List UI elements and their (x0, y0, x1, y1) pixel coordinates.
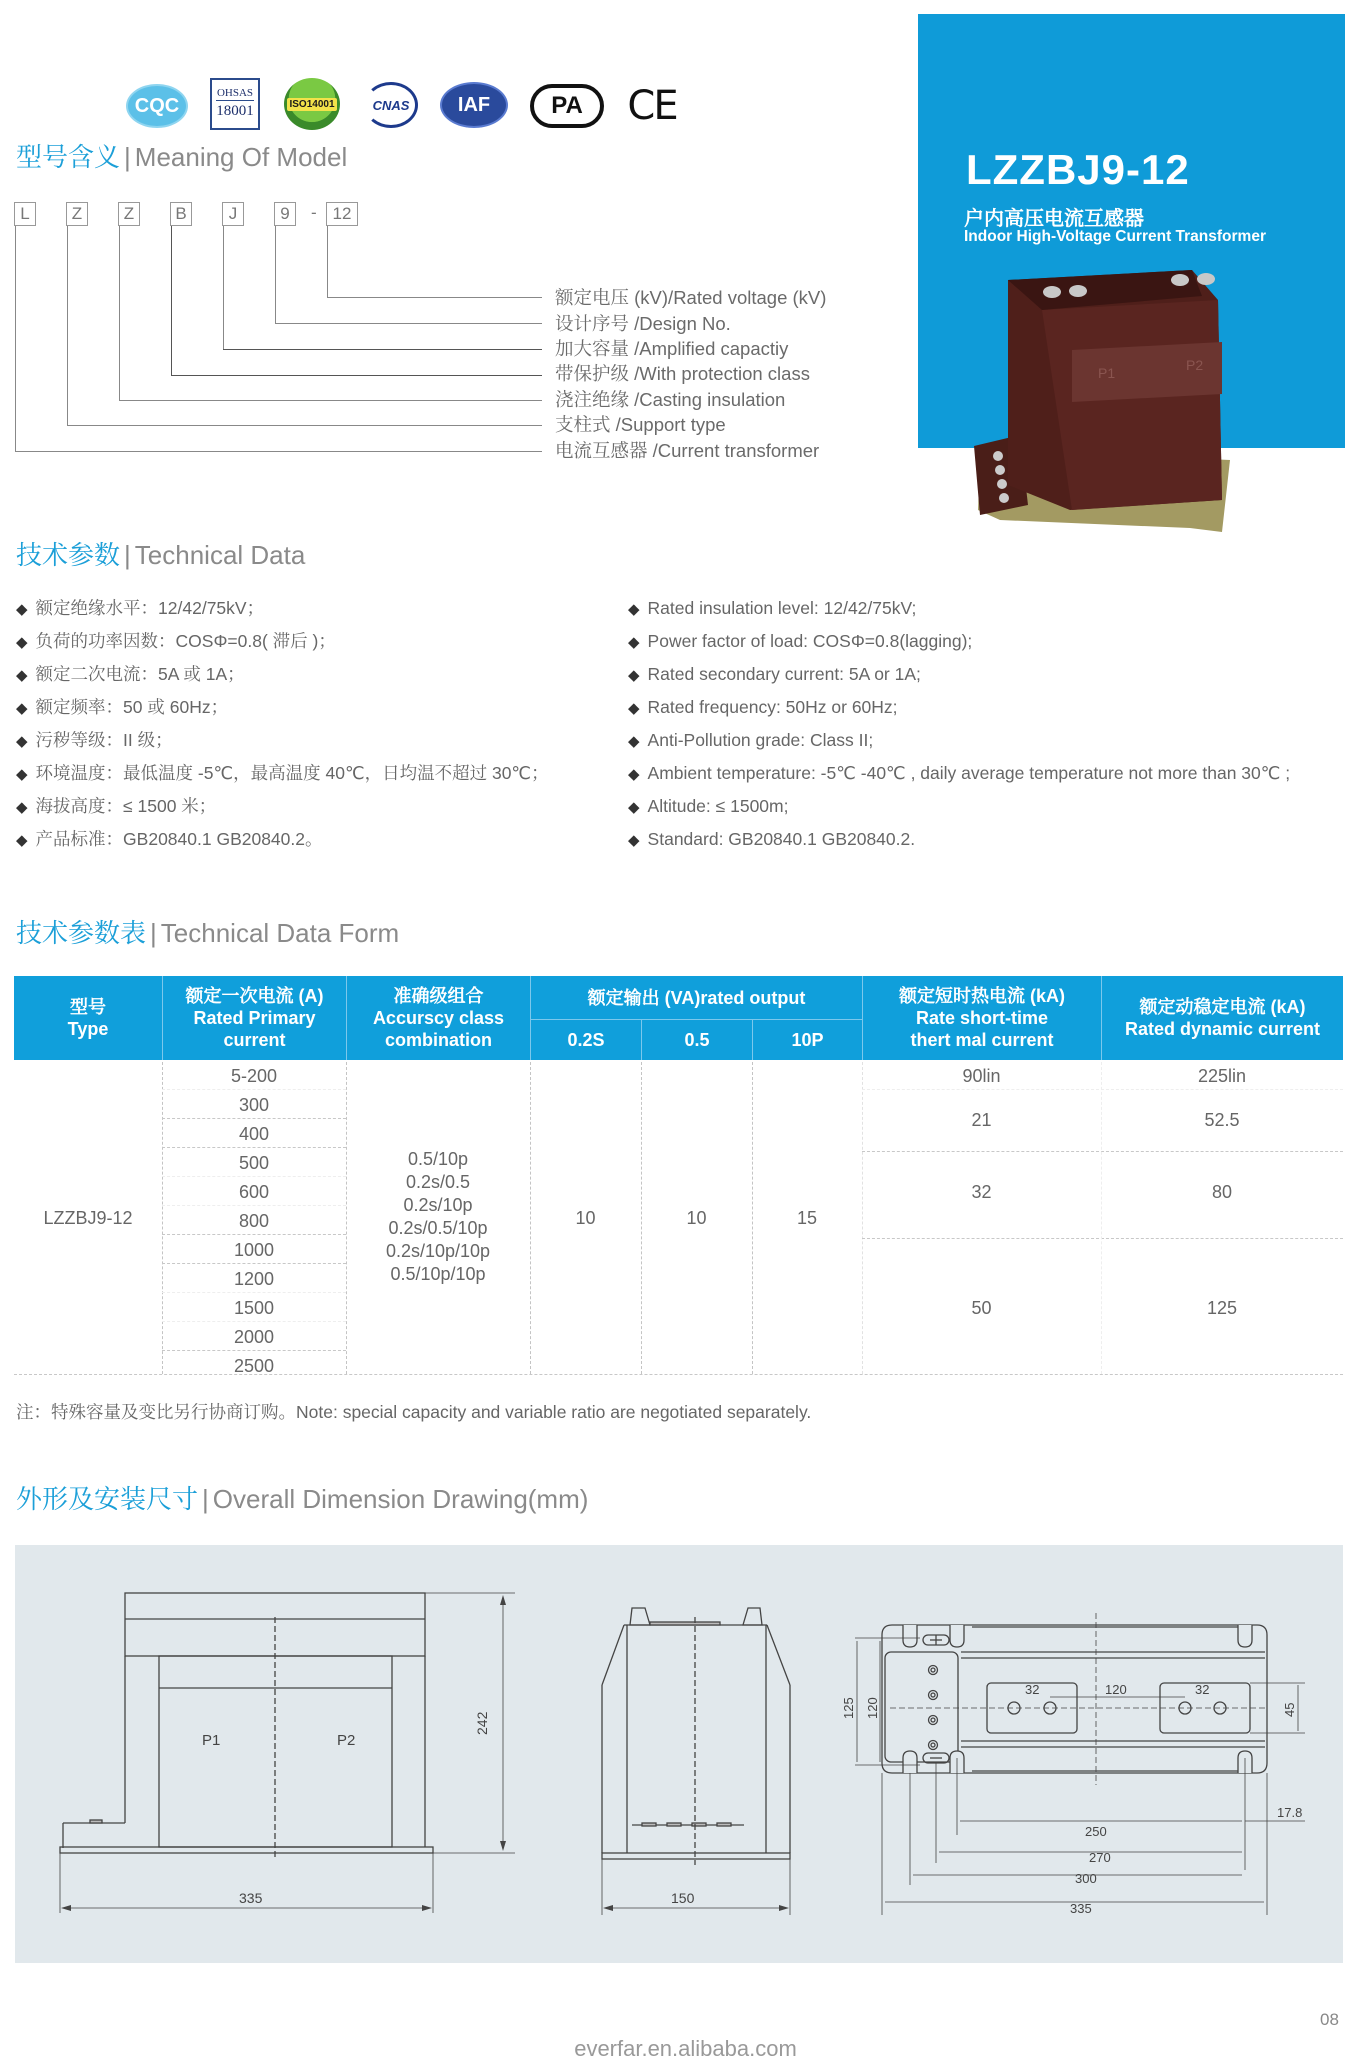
spec-text: Anti-Pollution grade: Class II; (647, 730, 874, 750)
iaf-label: IAF (457, 93, 491, 116)
data-form-heading-cn: 技术参数表 (16, 918, 147, 948)
meaning-amplified-capacity: 加大容量 /Amplified capactiy (555, 338, 789, 359)
header-text: combination (385, 1030, 492, 1050)
accuracy-value: 0.2s/10p (403, 1195, 473, 1215)
spec-item-en (628, 729, 873, 753)
spec-text: 额定绝缘水平：12/42/75kV； (35, 598, 265, 618)
spec-item-en (628, 828, 915, 852)
data-form-heading-en: Technical Data Form (160, 918, 400, 948)
header-text: Rated dynamic current (1124, 1019, 1321, 1039)
cnas-logo (364, 82, 418, 128)
diamond-bullet-icon: ◆ (16, 799, 28, 816)
grid-line (162, 1089, 346, 1090)
cell-output-02s: 10 (575, 1208, 596, 1228)
cell-primary-current: 400 (238, 1124, 270, 1144)
spec-item-en (628, 597, 916, 621)
spec-text: Altitude: ≤ 1500m; (647, 796, 789, 816)
cell-thermal: 32 (971, 1182, 992, 1202)
grid-line (162, 1176, 346, 1177)
heading-separator: | (150, 918, 157, 948)
diamond-bullet-icon: ◆ (16, 667, 28, 684)
footer-url[interactable]: everfar.en.alibaba.com (574, 2036, 797, 2061)
connector (119, 226, 120, 400)
side-width-dim: 150 (671, 1890, 695, 1906)
hole-spacing-right: 32 (1195, 1682, 1210, 1697)
cnas-label: CNAS (372, 97, 410, 113)
product-title-en: Indoor High-Voltage Current Transformer (964, 228, 1266, 245)
connector (171, 226, 172, 376)
cell-dynamic: 225lin (1197, 1066, 1247, 1086)
grid-line (162, 1350, 346, 1351)
header-text: current (223, 1030, 286, 1050)
meaning-design-no: 设计序号 /Design No. (555, 313, 731, 334)
heading-separator: | (202, 1484, 209, 1514)
table-note: 注：特殊容量及变比另行协商订购。Note: special capacity and variable ratio are negotiated separately. (16, 1402, 812, 1422)
front-p2-label: P2 (337, 1732, 356, 1749)
dimension-heading (16, 1484, 588, 1514)
diamond-bullet-icon: ◆ (628, 733, 640, 750)
connector (223, 349, 542, 350)
cell-primary-current: 300 (238, 1095, 270, 1115)
accuracy-value: 0.2s/0.5 (405, 1172, 471, 1192)
header-thermal-current (863, 976, 1101, 1060)
grid-line (162, 1147, 346, 1148)
diamond-bullet-icon: ◆ (16, 733, 28, 750)
header-text: 额定一次电流 (A) (185, 986, 324, 1006)
connector (223, 226, 224, 350)
hole-spacing-left: 32 (1025, 1682, 1040, 1697)
spec-text: Rated insulation level: 12/42/75kV; (647, 598, 917, 618)
meaning-heading-cn: 型号含义 (16, 142, 121, 172)
header-dynamic-current (1102, 976, 1343, 1060)
iso-label: ISO14001 (289, 98, 335, 110)
product-photo (960, 270, 1280, 540)
technical-data-heading-en: Technical Data (134, 540, 306, 570)
diamond-bullet-icon: ◆ (628, 766, 640, 783)
accuracy-value: 0.2s/10p/10p (385, 1241, 491, 1261)
model-title: LZZBJ9-12 (966, 146, 1190, 193)
header-output-02s: 0.2S (567, 1030, 605, 1050)
code-letter-b: B (170, 202, 192, 226)
spec-item-en (628, 663, 921, 687)
header-text: 额定输出 (VA)rated output (587, 987, 806, 1008)
page-number: 08 (1320, 2010, 1339, 2029)
diamond-bullet-icon: ◆ (628, 667, 640, 684)
header-text: Rated Primary (193, 1008, 316, 1028)
meaning-rated-voltage: 额定电压 (kV)/Rated voltage (kV) (555, 287, 827, 308)
spec-item-cn (16, 762, 549, 786)
width-270: 270 (1089, 1850, 1111, 1865)
product-title-cn: 户内高压电流互感器 (964, 208, 1144, 230)
header-text: thert mal current (910, 1030, 1054, 1050)
header-accuracy-class (347, 976, 530, 1060)
grid-line (162, 1118, 346, 1119)
ohsas-label: OHSAS (216, 87, 254, 100)
spec-text: Standard: GB20840.1 GB20840.2. (647, 829, 916, 849)
p2-mark: P2 (1186, 357, 1204, 373)
connector (15, 226, 16, 452)
cell-primary-current: 1200 (233, 1269, 275, 1289)
accuracy-value: 0.5/10p (407, 1149, 469, 1169)
spec-item-en (628, 630, 972, 654)
connector (119, 400, 542, 401)
header-text: Rate short-time (915, 1008, 1049, 1028)
front-width-dim: 335 (239, 1890, 263, 1906)
code-letter-z1: Z (66, 202, 88, 226)
connector (327, 226, 328, 298)
spec-item-cn (16, 696, 228, 720)
iso14001-logo (284, 78, 340, 130)
side-view-drawing (602, 1608, 790, 1915)
code-digit-9: 9 (274, 202, 296, 226)
width-250: 250 (1085, 1824, 1107, 1839)
cell-accuracy-combinations (346, 1148, 530, 1286)
spec-text: 额定二次电流：5A 或 1A； (35, 664, 245, 684)
hole-spacing-mid: 120 (1105, 1682, 1127, 1697)
meaning-current-transformer: 电流互感器 /Current transformer (555, 440, 820, 461)
offset-dim: 17.8 (1277, 1805, 1303, 1820)
code-voltage: 12 (326, 202, 358, 226)
ohsas-number: 18001 (216, 100, 254, 122)
spec-text: Rated frequency: 50Hz or 60Hz; (647, 697, 898, 717)
spec-text: 产品标准：GB20840.1 GB20840.2。 (35, 829, 323, 849)
header-text: 额定动稳定电流 (kA) (1139, 997, 1306, 1017)
cell-thermal: 50 (971, 1298, 992, 1318)
cell-primary-current: 1000 (233, 1240, 275, 1260)
grid-line (862, 1238, 1343, 1239)
code-letter-l: L (14, 202, 36, 226)
iaf-logo (440, 82, 508, 128)
diamond-bullet-icon: ◆ (628, 700, 640, 717)
header-primary-current (163, 976, 346, 1060)
dimension-heading-en: Overall Dimension Drawing(mm) (212, 1484, 589, 1514)
connector (327, 297, 542, 298)
code-letter-z2: Z (118, 202, 140, 226)
spec-item-en (628, 795, 788, 819)
cell-output-10p: 15 (796, 1208, 818, 1228)
cell-primary-current: 5-200 (230, 1066, 278, 1086)
width-335: 335 (1070, 1901, 1092, 1916)
cell-dynamic: 52.5 (1204, 1110, 1240, 1130)
meaning-protection-class: 带保护级 /With protection class (555, 363, 810, 384)
p1-mark: P1 (1098, 365, 1116, 381)
header-text: 额定短时热电流 (kA) (899, 986, 1065, 1006)
front-view-drawing (60, 1593, 515, 1913)
header-text: Accurscy class (372, 1008, 505, 1028)
top-view-drawing (855, 1613, 1305, 1915)
header-text: Type (67, 1019, 109, 1039)
diamond-bullet-icon: ◆ (628, 832, 640, 849)
heading-separator: | (124, 540, 131, 570)
spec-item-cn (16, 795, 216, 819)
diamond-bullet-icon: ◆ (628, 634, 640, 651)
grid-line (862, 1089, 1343, 1090)
diamond-bullet-icon: ◆ (16, 766, 28, 783)
cell-type: LZZBJ9-12 (43, 1208, 133, 1228)
cell-dynamic: 80 (1211, 1182, 1233, 1202)
front-height-dim: 242 (474, 1711, 490, 1735)
meaning-casting-insulation: 浇注绝缘 /Casting insulation (555, 389, 786, 410)
cell-primary-current: 2500 (233, 1356, 275, 1376)
connector (275, 226, 276, 324)
spec-text: Ambient temperature: -5℃ -40℃ , daily average temperature not more than 30℃ ; (647, 763, 1291, 783)
diamond-bullet-icon: ◆ (16, 634, 28, 651)
diamond-bullet-icon: ◆ (16, 700, 28, 717)
header-output-10p: 10P (791, 1030, 824, 1050)
spec-item-cn (16, 729, 173, 753)
spec-text: Rated secondary current: 5A or 1A; (647, 664, 921, 684)
spec-item-cn (16, 663, 245, 687)
grid-line (162, 1321, 346, 1322)
meaning-heading (16, 142, 347, 172)
header-text: 型号 (70, 997, 106, 1017)
data-form-heading (16, 918, 399, 948)
grid-line (162, 1205, 346, 1206)
meaning-support-type: 支柱式 /Support type (555, 414, 726, 435)
cell-primary-current: 500 (238, 1153, 270, 1173)
spec-text: 负荷的功率因数：COSΦ=0.8( 滞后 )； (35, 631, 336, 651)
ce-logo (622, 84, 682, 128)
pa-label: PA (551, 92, 583, 119)
cell-primary-current: 800 (238, 1211, 270, 1231)
diamond-bullet-icon: ◆ (628, 601, 640, 618)
cell-output-05: 10 (686, 1208, 707, 1228)
meaning-heading-en: Meaning Of Model (134, 142, 348, 172)
spec-text: 环境温度：最低温度 -5℃，最高温度 40℃，日均温不超过 30℃； (35, 763, 549, 783)
cell-primary-current: 2000 (233, 1327, 275, 1347)
diamond-bullet-icon: ◆ (16, 601, 28, 618)
front-p1-label: P1 (202, 1732, 221, 1749)
code-letter-j: J (222, 202, 244, 226)
ohsas-logo (210, 78, 260, 130)
cell-dynamic: 125 (1206, 1298, 1238, 1318)
connector (67, 226, 68, 426)
spec-item-cn (16, 828, 323, 852)
header-text: 准确级组合 (393, 986, 484, 1006)
diamond-bullet-icon: ◆ (628, 799, 640, 816)
dimension-heading-cn: 外形及安装尺寸 (16, 1484, 199, 1514)
top-height-inner: 120 (865, 1697, 880, 1719)
accuracy-value: 0.2s/0.5/10p (388, 1218, 488, 1238)
spec-item-cn (16, 630, 336, 654)
cqc-logo (126, 84, 188, 128)
cell-primary-current: 600 (238, 1182, 270, 1202)
grid-line (862, 1151, 1343, 1152)
grid-line (162, 1234, 346, 1235)
cell-thermal: 90lin (962, 1066, 1001, 1086)
window-height: 45 (1282, 1702, 1297, 1717)
header-rated-output (531, 976, 862, 1019)
connector (171, 375, 542, 376)
diamond-bullet-icon: ◆ (16, 832, 28, 849)
spec-item-en (628, 696, 898, 720)
table-header (14, 976, 1343, 1060)
header-output-05: 0.5 (684, 1030, 710, 1050)
heading-separator: | (124, 142, 131, 172)
connector (275, 323, 542, 324)
connector (15, 451, 542, 452)
ce-label: CE (627, 83, 677, 129)
spec-text: 海拔高度：≤ 1500 米； (35, 796, 217, 816)
width-300: 300 (1075, 1871, 1097, 1886)
dimension-drawing-panel (15, 1545, 1343, 1963)
connector (67, 425, 542, 426)
technical-data-heading (16, 540, 305, 570)
technical-data-heading-cn: 技术参数 (16, 540, 121, 570)
pa-logo (530, 84, 604, 128)
spec-item-cn (16, 597, 264, 621)
grid-line (162, 1263, 346, 1264)
spec-item-en (628, 762, 1290, 786)
spec-text: 额定频率：50 或 60Hz； (35, 697, 229, 717)
header-type (14, 976, 162, 1060)
spec-text: 污秽等级：II 级； (35, 730, 173, 750)
top-height-outer: 125 (841, 1697, 856, 1719)
cell-thermal: 21 (971, 1110, 992, 1130)
cqc-label: CQC (134, 94, 180, 117)
code-dash: - (311, 203, 317, 222)
accuracy-value: 0.5/10p/10p (390, 1264, 486, 1284)
spec-text: Power factor of load: COSΦ=0.8(lagging); (647, 631, 973, 651)
grid-line (162, 1292, 346, 1293)
cell-primary-current: 1500 (233, 1298, 275, 1318)
